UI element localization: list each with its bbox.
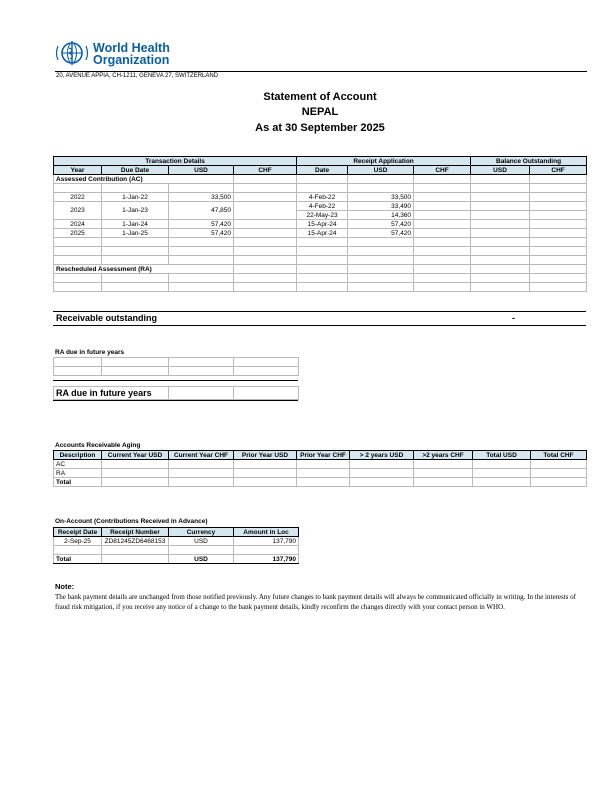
spacer-row [54,546,299,555]
table-row [54,537,299,546]
group-header-row [54,157,587,166]
col-year: Year [54,166,102,175]
cell-usd: 33,500 [169,193,234,202]
section-label-ra: Rescheduled Assessment (RA) [54,265,234,274]
on-account-total-amount: 137,790 [234,555,299,564]
table-row [54,220,587,229]
aging-col-description: Description [54,451,102,460]
table-row [54,469,587,478]
on-account-col-date: Receipt Date [54,528,102,537]
col-balance-chf: CHF [530,166,587,175]
cell-year: 2025 [54,229,102,238]
col-usd: USD [169,166,234,175]
cell-year: 2023 [54,202,102,220]
column-header-row [54,166,587,175]
statement-table [53,156,587,292]
group-header-receipt: Receipt Application [297,157,471,166]
cell-usd: 57,420 [169,229,234,238]
ra-future-small-label: RA due in future years [55,349,125,356]
header-rule [55,71,587,72]
cell-due-date: 1-Jan-24 [102,220,169,229]
table-row [54,202,587,211]
aging-col-prior-chf: Prior Year CHF [297,451,350,460]
cell-due-date: 1-Jan-23 [102,202,169,220]
cell-receipt-usd: 33,490 [348,202,414,211]
on-account-total-currency: USD [169,555,234,564]
aging-table [53,450,587,487]
col-receipt-chf: CHF [414,166,471,175]
on-account-col-number: Receipt Number [102,528,169,537]
spacer-row [54,283,587,292]
aging-col-2y-chf: >2 years CHF [414,451,473,460]
receipt-currency: USD [169,537,234,546]
receipt-date: 2-Sep-25 [54,537,102,546]
col-date: Date [297,166,348,175]
receipt-amount: 137,790 [234,537,299,546]
aging-row-label: RA [54,469,102,478]
aging-col-current-usd: Current Year USD [102,451,169,460]
table-row [54,358,299,367]
on-account-table [53,527,299,564]
cell-usd: 57,420 [169,220,234,229]
receivable-outstanding-label: Receivable outstanding [56,313,158,323]
ra-future-big-label: RA due in future years [54,387,169,400]
cell-year: 2024 [54,220,102,229]
col-due-date: Due Date [102,166,169,175]
cell-chf [234,202,297,220]
section-row-ra [54,265,587,274]
cell-usd: 47,850 [169,202,234,220]
aging-col-total-usd: Total USD [473,451,531,460]
receivable-top-rule [53,311,586,312]
aging-col-2y-usd: > 2 years USD [350,451,414,460]
on-account-title: On-Account (Contributions Received in Advance) [55,518,208,525]
table-row [54,367,299,376]
country-title: NEPAL [301,106,339,118]
on-account-header-row [54,528,299,537]
ra-future-table [53,357,299,376]
col-receipt-usd: USD [348,166,414,175]
cell-date: 15-Apr-24 [297,229,348,238]
on-account-total-label: Total [54,555,102,564]
aging-header-row [54,451,587,460]
receivable-bottom-rule [53,325,586,326]
ra-future-bottom-rule [53,400,298,401]
spacer-row [54,256,587,265]
cell-due-date: 1-Jan-25 [102,229,169,238]
receipt-number: ZD81245ZD6468153 [102,537,169,546]
who-logo [55,38,89,68]
aging-title: Accounts Receivable Aging [55,442,141,449]
as-at-title: As at 30 September 2025 [255,122,385,134]
cell-year: 2022 [54,193,102,202]
cell-date: 22-May-23 [297,211,348,220]
cell-chf [234,229,297,238]
ra-future-total-table [53,386,299,400]
address: 20, AVENUE APPIA, CH-1211, GENEVA 27, SWITZERLAND [56,73,219,79]
spacer-row [54,184,587,193]
aging-total-row [54,478,587,487]
col-balance-usd: USD [471,166,530,175]
on-account-total-row [54,555,299,564]
section-label-ac: Assessed Contribution (AC) [54,175,234,184]
on-account-col-currency: Currency [169,528,234,537]
cell-date: 4-Feb-22 [297,193,348,202]
cell-receipt-usd: 57,420 [348,229,414,238]
receivable-outstanding-value: - [512,313,515,323]
cell-receipt-usd: 57,420 [348,220,414,229]
statement-title: Statement of Account [263,91,377,103]
on-account-col-amount: Amount in Loc [234,528,299,537]
aging-total-label: Total [54,478,102,487]
cell-receipt-usd: 33,500 [348,193,414,202]
aging-row-label: AC [54,460,102,469]
spacer-row [54,238,587,247]
table-row [54,229,587,238]
group-header-balance: Balance Outstanding [471,157,587,166]
section-row-ac [54,175,587,184]
note-text: The bank payment details are unchanged from those notified previously. Any future changes to bank payment details will always be communicated officially in writing. In the interests of fraud risk mitigation, if you receive any notice of a change to the bank payment details, kindly reconfirm the changes directly with your contact person in WHO. [55,593,576,611]
cell-receipt-usd: 14,360 [348,211,414,220]
table-row [54,460,587,469]
cell-chf [234,193,297,202]
cell-date: 15-Apr-24 [297,220,348,229]
table-row [54,193,587,202]
org-name [93,42,170,66]
cell-date: 4-Feb-22 [297,202,348,211]
cell-due-date: 1-Jan-22 [102,193,169,202]
aging-col-current-chf: Current Year CHF [169,451,234,460]
group-header-transaction: Transaction Details [54,157,297,166]
ra-future-total-row [54,387,299,400]
org-name-line1: World Health [93,41,170,55]
aging-col-total-chf: Total CHF [531,451,587,460]
ra-future-rule [53,380,298,381]
aging-col-prior-usd: Prior Year USD [234,451,297,460]
org-name-line2: Organization [93,53,170,67]
cell-chf [234,220,297,229]
note-heading: Note: [55,582,75,591]
spacer-row [54,247,587,256]
spacer-row [54,274,587,283]
col-chf: CHF [234,166,297,175]
